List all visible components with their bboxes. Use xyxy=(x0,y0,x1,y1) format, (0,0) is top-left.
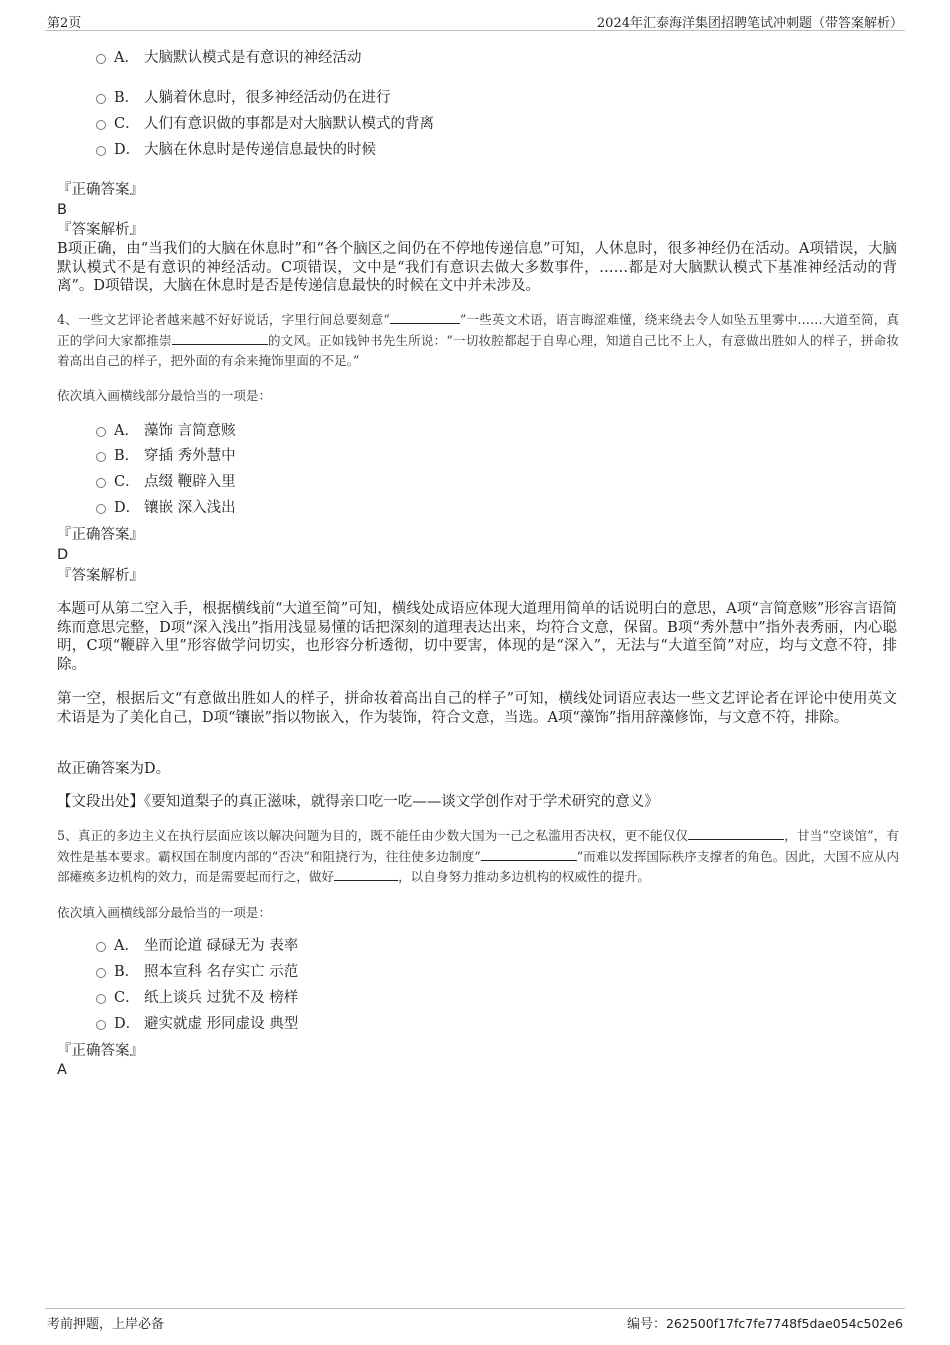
radio-icon[interactable] xyxy=(96,427,106,437)
q3-answer-label: 『正确答案』 xyxy=(57,182,144,198)
q4-option-a[interactable]: A． 藻饰 言简意赅 xyxy=(96,420,236,442)
q3-option-d[interactable]: D． 大脑在休息时是传递信息最快的时候 xyxy=(96,139,376,161)
q3-option-a[interactable]: A． 大脑默认模式是有意识的神经活动 xyxy=(96,47,362,69)
q5-option-d[interactable]: D． 避实就虚 形同虚设 典型 xyxy=(96,1013,298,1035)
q4-analysis-paragraph-2: 第一空，根据后文“有意做出胜如人的样子，拼命妆着高出自己的样子”可知，横线处词语应表达一些文艺评论者在评论中使用英文术语是为了美化自己，D项“镶嵌”指以物嵌入，作为装饰，符合文意，当选。A项“藻饰”指用辞藻修饰，与文意不符，排除。 xyxy=(57,691,897,726)
q4-answer: D xyxy=(57,547,69,563)
q5-option-c[interactable]: C． 纸上谈兵 过犹不及 榜样 xyxy=(96,987,298,1009)
document-title: 2024年汇泰海洋集团招聘笔试冲刺题（带答案解析） xyxy=(596,16,903,31)
blank-line xyxy=(172,332,268,345)
q5-question: 5、真正的多边主义在执行层面应该以解决问题为目的，既不能任由少数大国为一己之私滥用否决权，更不能仅仅 ，甘当“空谈馆”，有效性是基本要求。霸权国在制度内部的“否决”和阻挠行为，往往使多边制度“ ”而难以发挥国际秩序支撑者的角色。因此，大国不应从内部瘫痪多边机构的效力，而是需要起而行之，做好 ，以自身努力推动多边机构的权威性的提升。 xyxy=(57,828,899,884)
q5-option-b[interactable]: B． 照本宣科 名存实亡 示范 xyxy=(96,961,298,983)
q3-analysis: B项正确，由“当我们的大脑在休息时”和“各个脑区之间仍在不停地传递信息”可知，人休息时，很多神经仍在活动。A项错误，大脑默认模式不是有意识的神经活动。C项错误，文中是“我们有意识去做大多数事件，……都是对大脑默认模式下基准神经活动的背离”。D项错误，大脑在休息时是否是传递信息最快的时候在文中并未涉及。 xyxy=(57,241,897,294)
q5-prompt: 依次填入画横线部分最恰当的一项是： xyxy=(57,905,272,920)
q3-analysis-label: 『答案解析』 xyxy=(57,222,144,238)
radio-icon[interactable] xyxy=(96,478,106,488)
q4-option-d[interactable]: D． 镶嵌 深入浅出 xyxy=(96,497,236,519)
q4-analysis-paragraph-1: 本题可从第二空入手，根据横线前“大道至简”可知，横线处成语应体现大道理用简单的话说明白的意思，A项“言简意赅”形容言语简练而意思完整，D项“深入浅出”指用浅显易懂的话把深刻的道理表达出来，均符合文意，保留。B项“秀外慧中”指外表秀丽，内心聪明，C项“鞭辟入里”形容做学问切实，也形容分析透彻，切中要害，体现的是“深入”，无法与“大道至简”对应，均与文意不符，排除。 xyxy=(57,601,897,673)
q4-source: 【文段出处】《要知道梨子的真正滋味，就得亲口吃一吃——谈文学创作对于学术研究的意义》 xyxy=(57,794,659,810)
q3-answer: B xyxy=(57,202,67,218)
page-number: 第2页 xyxy=(47,16,82,31)
radio-icon[interactable] xyxy=(96,452,106,462)
q4-answer-label: 『正确答案』 xyxy=(57,527,144,543)
radio-icon[interactable] xyxy=(96,94,106,104)
radio-icon[interactable] xyxy=(96,942,106,952)
document-id: 编号：262500f17fc7fe7748f5dae054c502e6 xyxy=(626,1316,903,1332)
radio-icon[interactable] xyxy=(96,146,106,156)
radio-icon[interactable] xyxy=(96,120,106,130)
q3-option-c[interactable]: C． 人们有意识做的事都是对大脑默认模式的背离 xyxy=(96,113,434,135)
header-divider xyxy=(45,30,905,31)
q5-answer: A xyxy=(57,1062,67,1078)
blank-line xyxy=(390,311,460,324)
blank-line xyxy=(688,827,784,840)
radio-icon[interactable] xyxy=(96,1020,106,1030)
q4-prompt: 依次填入画横线部分最恰当的一项是： xyxy=(57,388,272,403)
radio-icon[interactable] xyxy=(96,968,106,978)
blank-line xyxy=(481,848,577,861)
radio-icon[interactable] xyxy=(96,994,106,1004)
radio-icon[interactable] xyxy=(96,54,106,64)
q4-option-c[interactable]: C． 点缀 鞭辟入里 xyxy=(96,471,236,493)
q4-conclusion: 故正确答案为D。 xyxy=(57,761,171,777)
q5-option-a[interactable]: A． 坐而论道 碌碌无为 表率 xyxy=(96,935,298,957)
q3-option-b[interactable]: B． 人躺着休息时，很多神经活动仍在进行 xyxy=(96,87,391,109)
q5-answer-label: 『正确答案』 xyxy=(57,1043,144,1059)
footer-divider xyxy=(45,1308,905,1309)
q4-analysis-label: 『答案解析』 xyxy=(57,568,144,584)
radio-icon[interactable] xyxy=(96,504,106,514)
footer-slogan: 考前押题，上岸必备 xyxy=(47,1317,165,1332)
blank-line xyxy=(334,868,398,881)
q4-question: 4、一些文艺评论者越来越不好好说话，字里行间总要刻意“ ”一些英文术语，语言晦涩难懂，绕来绕去令人如坠五里雾中……大道至简，真正的学问大家都推崇 的文风。正如钱钟书先生所说：“一切妆腔都起于自卑心理，知道自己比不上人，有意做出胜如人的样子，拼命妆着高出自己的样子，把外面的有余来掩饰里面的不足。” xyxy=(57,312,899,368)
q4-option-b[interactable]: B． 穿插 秀外慧中 xyxy=(96,445,236,467)
